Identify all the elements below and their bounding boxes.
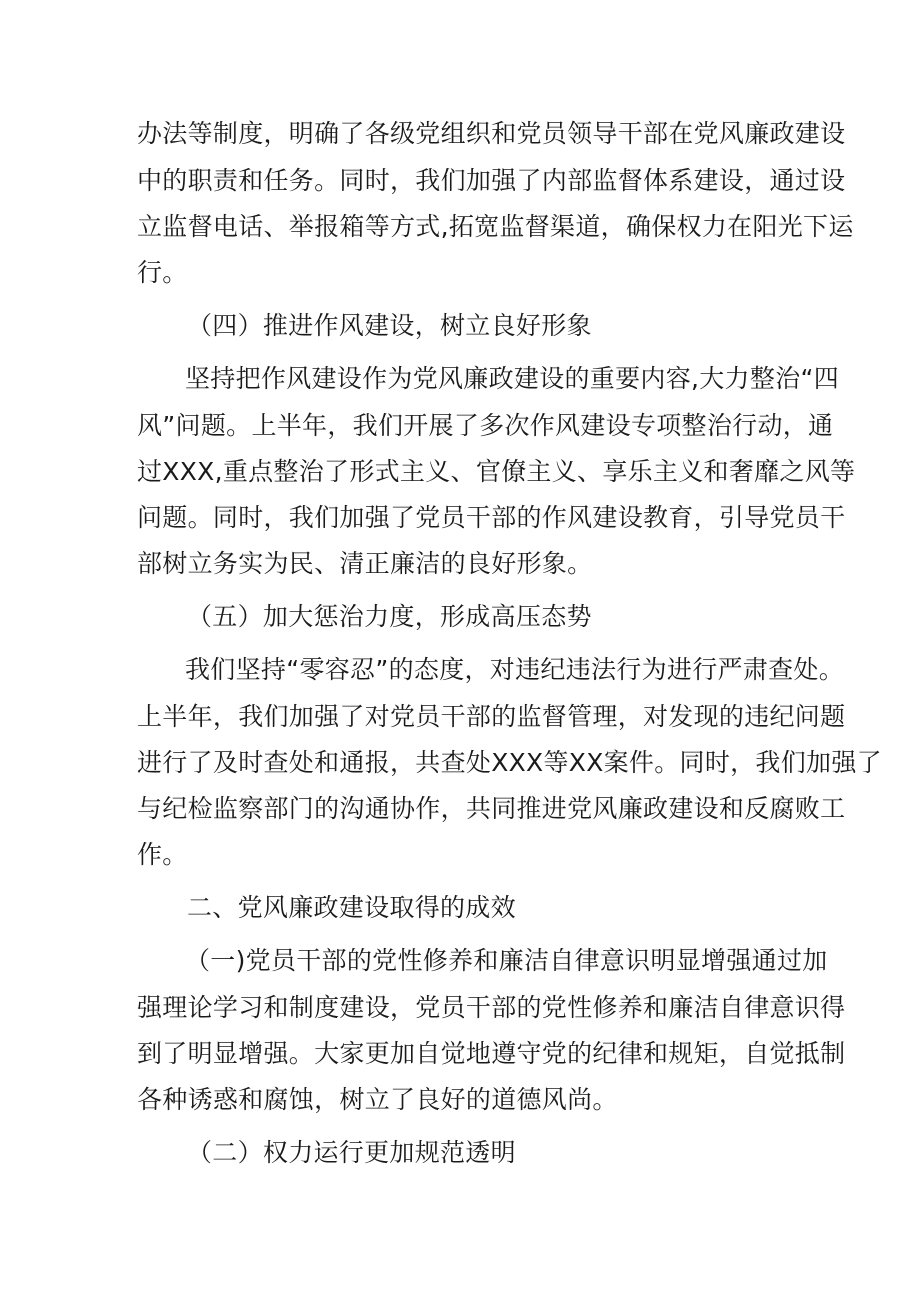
- section-heading: （四）推进作风建设，树立良好形象: [187, 311, 592, 340]
- paragraph-line: 坚持把作风建设作为党风廉政建设的重要内容,大力整治“四: [185, 364, 840, 393]
- paragraph-line: 上半年，我们加强了对党员干部的监督管理，对发现的违纪问题: [137, 702, 846, 731]
- paragraph-line: 强理论学习和制度建设，党员干部的党性修养和廉洁自律意识得: [137, 993, 846, 1022]
- paragraph-line: 办法等制度，明确了各级党组织和党员领导干部在党风廉政建设: [137, 119, 846, 148]
- paragraph-line: 过XXX,重点整治了形式主义、官僚主义、享乐主义和奢靡之风等: [137, 457, 856, 486]
- paragraph-line: 作。: [137, 840, 188, 869]
- paragraph-line: 到了明显增强。大家更加自觉地遵守党的纪律和规矩，自觉抵制: [137, 1039, 846, 1068]
- paragraph-line: 风”问题。上半年，我们开展了多次作风建设专项整治行动，通: [137, 411, 834, 440]
- section-heading: 二、党风廉政建设取得的成效: [187, 893, 516, 922]
- paragraph-line: 部树立务实为民、清正廉洁的良好形象。: [137, 549, 593, 578]
- paragraph-line: 问题。同时，我们加强了党员干部的作风建设教育，引导党员干: [137, 503, 846, 532]
- paragraph-line: 各种诱惑和腐蚀，树立了良好的道德风尚。: [137, 1085, 618, 1114]
- paragraph-line: 中的职责和任务。同时，我们加强了内部监督体系建设，通过设: [137, 166, 846, 195]
- paragraph-line: 立监督电话、举报箱等方式,拓宽监督渠道，确保权力在阳光下运: [137, 212, 854, 241]
- section-heading: （五）加大惩治力度，形成高压态势: [187, 602, 592, 631]
- paragraph-line: 我们坚持“零容忍”的态度，对违纪违法行为进行严肃查处。: [185, 655, 845, 684]
- paragraph-line: 进行了及时查处和通报，共查处XXX等XX案件。同时，我们加强了: [137, 748, 882, 777]
- paragraph-line: 行。: [137, 258, 188, 287]
- section-heading: （二）权力运行更加规范透明: [187, 1138, 516, 1167]
- paragraph-line: 与纪检监察部门的沟通协作，共同推进党风廉政建设和反腐败工: [137, 794, 846, 823]
- paragraph-line: （一)党员干部的党性修养和廉洁自律意识明显增强通过加: [185, 946, 828, 975]
